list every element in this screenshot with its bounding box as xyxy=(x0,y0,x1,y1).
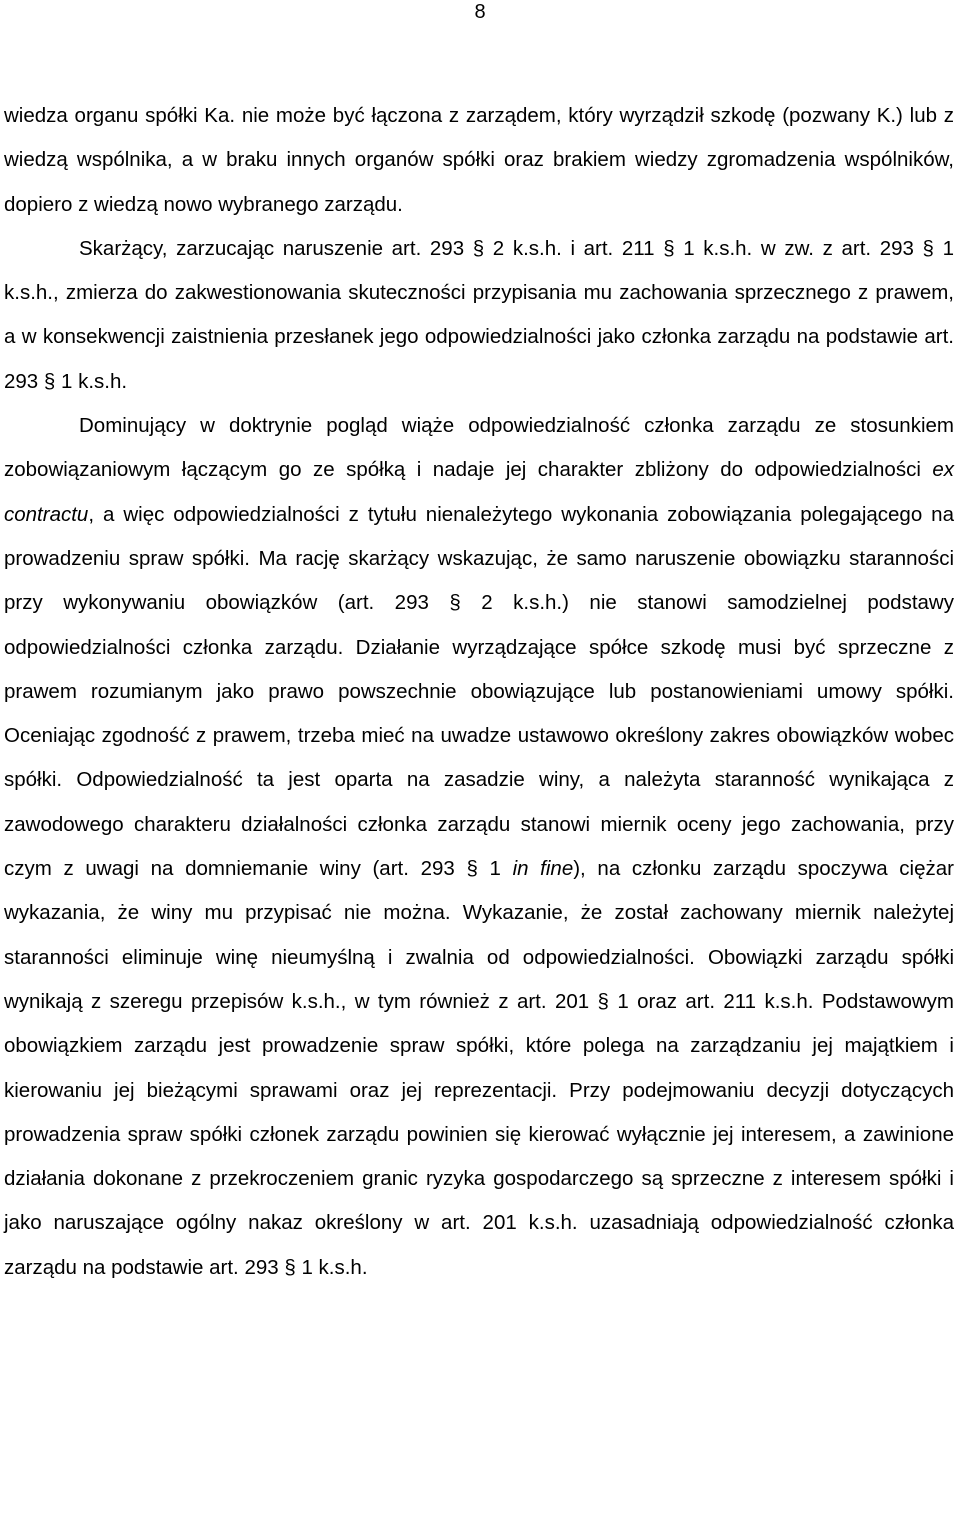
document-body xyxy=(4,94,954,1290)
paragraph-3 xyxy=(4,404,954,1290)
page-number: 8 xyxy=(474,1,486,23)
text-segment: ), na członku zarządu spoczywa ciężar wykazania, że winy mu przypisać nie można. Wykazanie, że został zachowany miernik należytej staranności eliminuje winę nieumyślną i zwalnia od odpowiedzialności. Obowiązki zarządu spółki wynikają z szeregu przepisów k.s.h., w tym również z art. 201 § 1 oraz art. 211 k.s.h. Podstawowym obowiązkiem zarządu jest prowadzenie spraw spółki, które polega na zarządzaniu jej majątkiem i kierowaniu jej bieżącymi sprawami oraz jej reprezentacji. Przy podejmowaniu decyzji dotyczących prowadzenia spraw spółki członek zarządu powinien się kierować wyłącznie jej interesem, a zawinione działania dokonane z przekroczeniem granic ryzyka gospodarczego są sprzeczne z interesem spółki i jako naruszające ogólny nakaz określony w art. 201 k.s.h. uzasadniają odpowiedzialność członka zarządu na podstawie art. 293 § 1 k.s.h. xyxy=(4,857,954,1279)
paragraph-1: wiedza organu spółki Ka. nie może być łączona z zarządem, który wyrządził szkodę (pozwany K.) lub z wiedzą wspólnika, a w braku innych organów spółki oraz brakiem wiedzy zgromadzenia wspólników, dopiero z wiedzą nowo wybranego zarządu. xyxy=(4,104,954,216)
italic-phrase: ex contractu xyxy=(4,458,954,526)
text-segment: , a więc odpowiedzialności z tytułu nienależytego wykonania zobowiązania polegającego na prowadzeniu spraw spółki. Ma rację skarżący wskazując, że samo naruszenie obowiązku staranności przy wykonywaniu obowiązków (art. 293 § 2 k.s.h.) nie stanowi samodzielnej podstawy odpowiedzialności członka zarządu. Działanie wyrządzające spółce szkodę musi być sprzeczne z prawem rozumianym jako prawo powszechnie obowiązujące lub postanowieniami umowy spółki. Oceniając zgodność z prawem, trzeba mieć na uwadze ustawowo określony zakres obowiązków wobec spółki. Odpowiedzialność ta jest oparta na zasadzie winy, a należyta staranność wynikająca z zawodowego charakteru działalności członka zarządu stanowi miernik oceny jego zachowania, przy czym z uwagi na domniemanie winy (art. 293 § 1 xyxy=(4,502,954,881)
text-segment: Dominujący w doktrynie pogląd wiąże odpowiedzialność członka zarządu ze stosunkiem zobowiązaniowym łączącym go ze spółką i nadaje jej charakter zbliżony do odpowiedzialności xyxy=(4,414,954,482)
italic-phrase: in fine xyxy=(512,857,574,881)
paragraph-2: Skarżący, zarzucając naruszenie art. 293 § 2 k.s.h. i art. 211 § 1 k.s.h. w zw. z art. 293 § 1 k.s.h., zmierza do zakwestionowania skuteczności przypisania mu zachowania sprzecznego z prawem, a w konsekwencji zaistnienia przesłanek jego odpowiedzialności jako członka zarządu na podstawie art. 293 § 1 k.s.h. xyxy=(4,236,954,393)
